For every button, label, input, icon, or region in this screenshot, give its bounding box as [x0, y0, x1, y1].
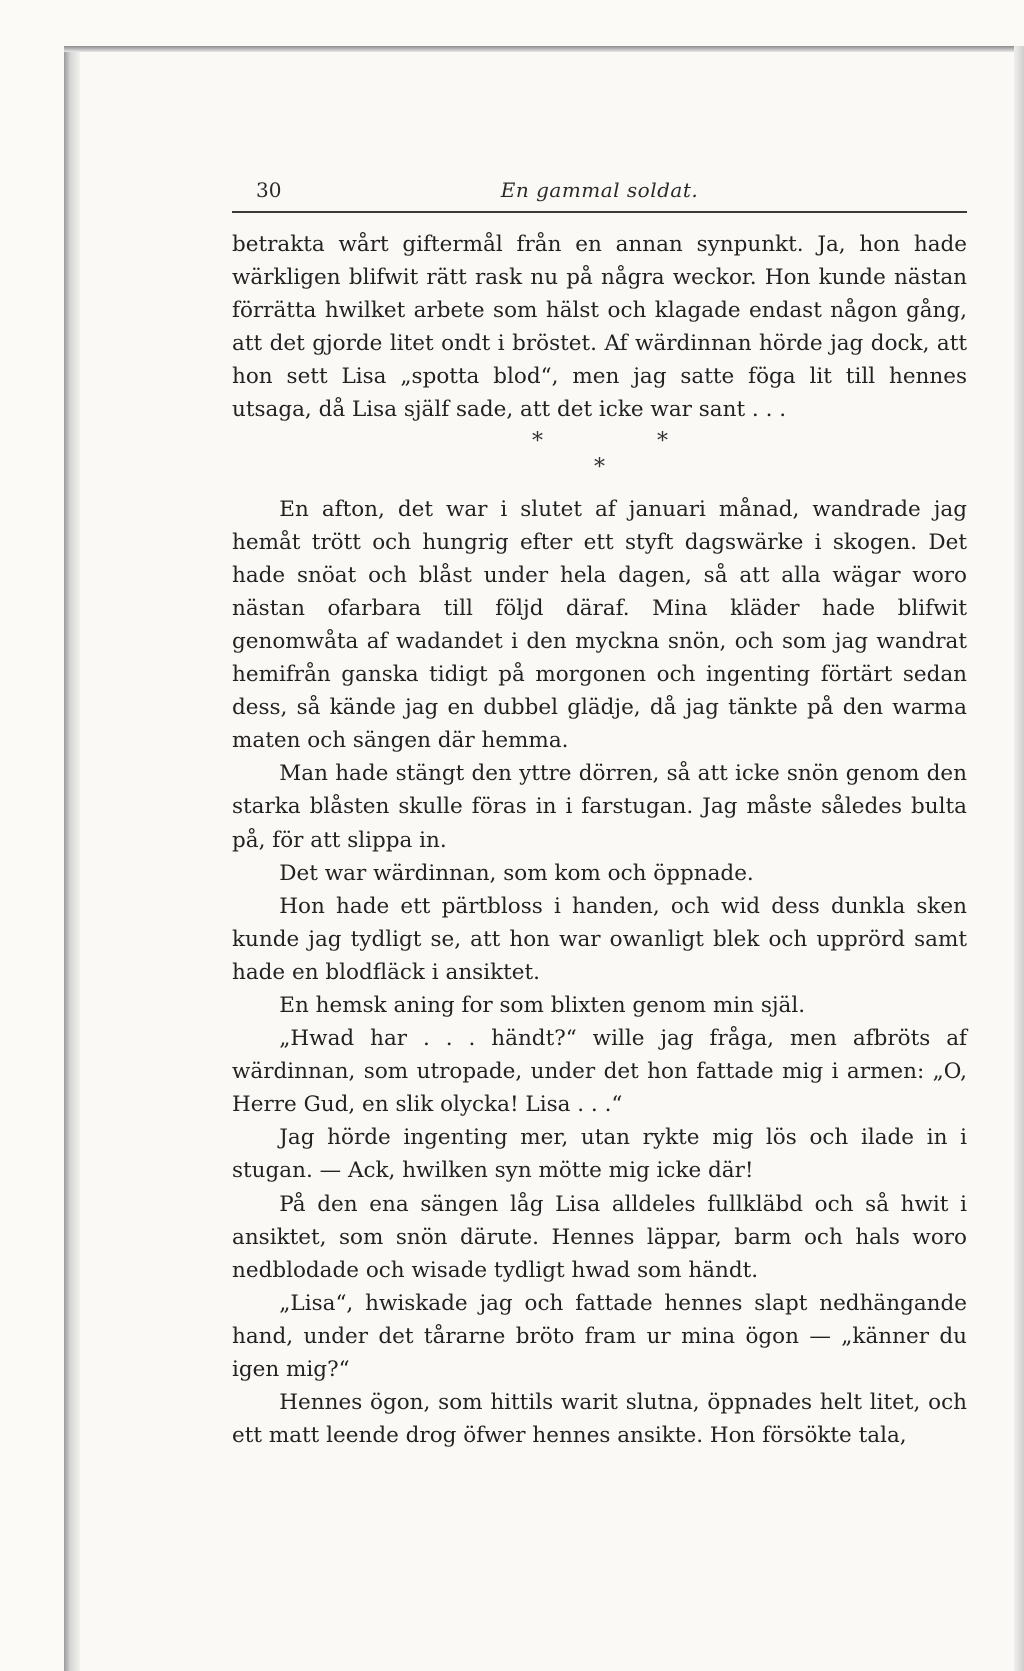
header-rule [232, 211, 967, 213]
section-break-asterism [232, 427, 967, 493]
paragraph-2: En afton, det war i slutet af januari månad, wandrade jag hemåt trött och hungrig efter ett styft dagswärke i skogen. Det hade snöat och blåst under hela dagen, så att alla wägar woro nästan ofarbara till följd däraf. Mina kläder hade blifwit genomwåta af wadandet i den myckna snön, och som jag wandrat hemifrån ganska tidigt på morgonen och ingenting förtärt sedan dess, så kände jag en dubbel glädje, då jag tänkte på den warma maten och sängen där hemma. [232, 496, 967, 754]
paragraph-3: Man hade stängt den yttre dörren, så att icke snön genom den starka blåsten skulle föras in i farstugan. Jag måste således bulta på, för att slippa in. [232, 761, 967, 853]
paragraph-1: betrakta wårt giftermål från en annan synpunkt. Ja, hon hade wärkligen blifwit rätt rask nu på några weckor. Hon kunde nästan förrätta hwilket arbete som hälst och klagade endast någon gång, att det gjorde litet ondt i bröstet. Af wärdinnan hörde jag dock, att hon sett Lisa „spotta blod“, men jag satte föga lit till hennes utsaga, då Lisa själf sade, att det icke war sant . . . [232, 232, 967, 423]
asterisk-left: * [532, 428, 543, 454]
page-right-edge [1014, 46, 1024, 1671]
paragraph-8: Jag hörde ingenting mer, utan rykte mig lös och ilade in i stugan. — Ack, hwilken syn mötte mig icke där! [232, 1125, 967, 1184]
page-number: 30 [256, 178, 282, 202]
paragraph-5: Hon hade ett pärtbloss i handen, och wid dess dunkla sken kunde jag tydligt se, att hon war owanligt blek och upprörd samt hade en blodfläck i ansiktet. [232, 893, 967, 985]
asterisk-center: * [594, 454, 605, 480]
paragraph-9: På den ena sängen låg Lisa alldeles fullkläbd och så hwit i ansiktet, som snön därute. Hennes läppar, barm och hals woro nedblodade och wisade tydligt hwad som händt. [232, 1191, 967, 1283]
paragraph-7: „Hwad har . . . händt?“ wille jag fråga, men afbröts af wärdinnan, som utropade, under det hon fattade mig i armen: „O, Herre Gud, en slik olycka! Lisa . . .“ [232, 1026, 967, 1118]
book-gutter-shadow [64, 48, 80, 1671]
running-title: En gammal soldat. [500, 178, 699, 202]
paragraph-6: En hemsk aning for som blixten genom min själ. [279, 992, 806, 1018]
asterisk-right: * [657, 428, 668, 454]
running-head [232, 178, 967, 208]
paragraph-10: „Lisa“, hwiskade jag och fattade hennes slapt nedhängande hand, under det tårarne bröto fram ur mina ögon — „känner du igen mig?“ [232, 1290, 967, 1382]
paragraph-4: Det war wärdinnan, som kom och öppnade. [279, 860, 754, 886]
body-text [232, 228, 967, 1452]
paragraph-11: Hennes ögon, som hittils warit slutna, öppnades helt litet, och ett matt leende drog öfwer hennes ansikte. Hon försökte tala, [232, 1390, 967, 1449]
